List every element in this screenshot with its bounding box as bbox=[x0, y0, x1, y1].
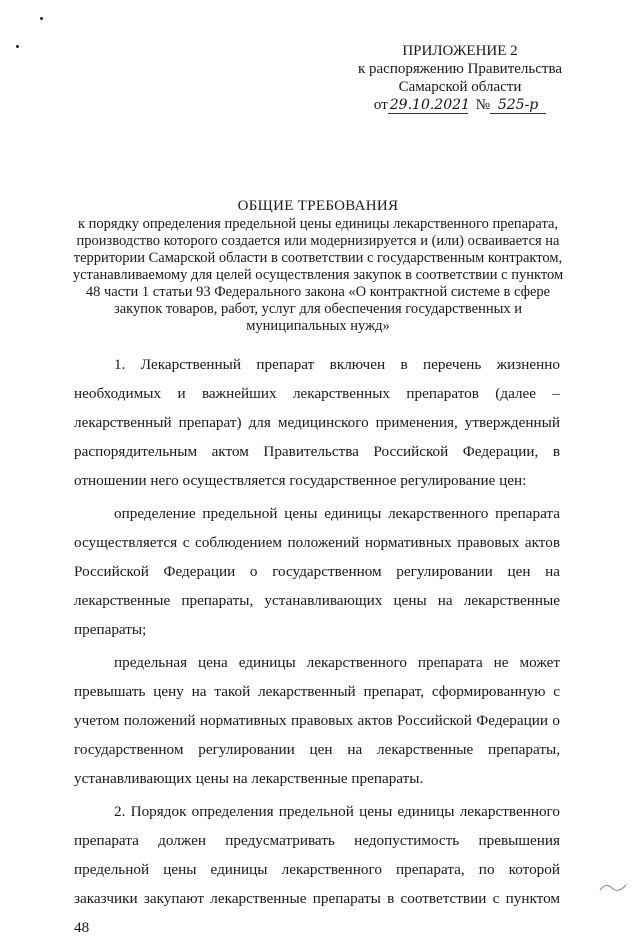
paragraph-4: 2. Порядок определения предельной цены единицы лекарственного препарата должен предусматривать недопустимость превышения предельной цены единицы лекарственного препарата, по которой заказчики закупают лекарственные препараты в соответствии с пунктом 48 bbox=[74, 803, 560, 936]
appendix-line-2: Самарской области bbox=[398, 79, 522, 95]
number-handwritten: 525-р bbox=[490, 97, 546, 114]
appendix-title: ПРИЛОЖЕНИЕ 2 bbox=[402, 43, 518, 59]
scan-speck bbox=[40, 17, 43, 20]
appendix-date-number-row bbox=[330, 96, 590, 114]
paragraph-3: предельная цена единицы лекарственного препарата не может превышать цену на такой лекарственный препарат, сформированную с учетом положений нормативных правовых актов Российской Федерации о государственном регулировании цен на лекарственные препараты, устанавливающих цены на лекарственные препараты. bbox=[74, 654, 560, 787]
appendix-line-1: к распоряжению Правительства bbox=[357, 61, 562, 77]
paragraph-2: определение предельной цены единицы лекарственного препарата осуществляется с соблюдением положений нормативных правовых актов Российской Федерации о государственном регулировании цен на лекарственные препараты, устанавливающих цены на лекарственные препараты; bbox=[74, 505, 560, 638]
paragraph-1: 1. Лекарственный препарат включен в перечень жизненно необходимых и важнейших лекарственных препаратов (далее – лекарственный препарат) для медицинского применения, утвержденный распорядительным актом Правительства Российской Федерации, в отношении него осуществляется государственное регулирование цен: bbox=[74, 356, 560, 489]
date-prefix: от bbox=[373, 97, 388, 113]
document-body bbox=[74, 350, 560, 946]
document-subtitle: к порядку определения предельной цены единицы лекарственного препарата, производство которого создается или модернизируется и (или) осваивается на территории Самарской области в соответствии с государственным контрактом, устанавливаемому для целей осуществления закупок в соответствии с пунктом 48 части 1 статьи 93 Федерального закона «О контрактной системе в сфере закупок товаров, работ, услуг для обеспечения государственных и муниципальных нужд» bbox=[72, 216, 564, 334]
number-prefix: № bbox=[475, 97, 491, 113]
appendix-header bbox=[330, 42, 590, 114]
scan-speck bbox=[16, 45, 19, 48]
document-title-block bbox=[68, 198, 568, 335]
document-heading: ОБЩИЕ ТРЕБОВАНИЯ bbox=[237, 198, 399, 214]
date-handwritten: 29.10.2021 bbox=[389, 97, 470, 113]
margin-scribble bbox=[598, 880, 628, 894]
